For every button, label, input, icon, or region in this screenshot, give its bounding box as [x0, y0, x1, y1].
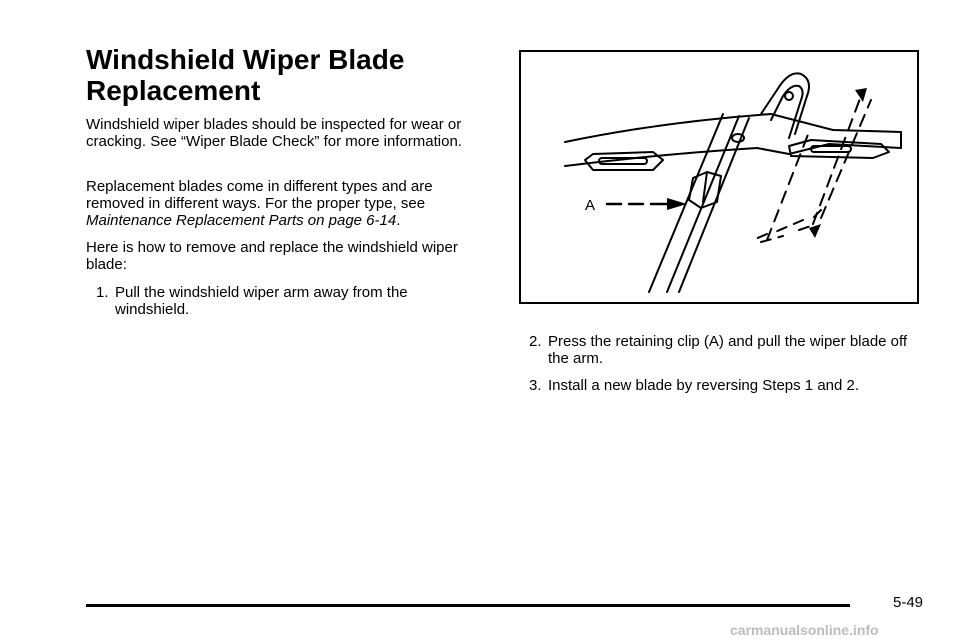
step-number: 3.	[529, 377, 542, 394]
maintenance-parts-reference: Maintenance Replacement Parts on page 6-14	[86, 212, 397, 229]
watermark: carmanualsonline.info	[730, 622, 879, 638]
wiper-blade-illustration	[519, 50, 919, 304]
step-text: Install a new blade by reversing Steps 1 and 2.	[548, 377, 860, 394]
step-2	[529, 333, 929, 367]
types-paragraph	[86, 178, 478, 229]
step-number: 1.	[96, 284, 109, 301]
label-a: A	[585, 197, 596, 214]
step-1	[96, 284, 446, 318]
title-line-1: Windshield Wiper Blade	[86, 44, 405, 75]
intro-paragraph: Windshield wiper blades should be inspected for wear or cracking. See “Wiper Blade Check” for more information.	[86, 116, 462, 150]
types-text-end: .	[396, 212, 401, 229]
wiper-diagram	[521, 52, 917, 302]
page-number: 5-49	[893, 594, 924, 611]
step-text: Press the retaining clip (A) and pull the wiper blade off the arm.	[548, 333, 908, 367]
step-text: Pull the windshield wiper arm away from the windshield.	[115, 284, 408, 318]
step-3	[529, 377, 929, 394]
page-title	[86, 44, 404, 106]
step-number: 2.	[529, 333, 542, 350]
footer-rule	[86, 604, 850, 607]
types-text: Replacement blades come in different types and are removed in different ways. For the proper type, see	[86, 178, 433, 212]
howto-paragraph: Here is how to remove and replace the windshield wiper blade:	[86, 239, 458, 273]
title-line-2: Replacement	[86, 75, 261, 106]
